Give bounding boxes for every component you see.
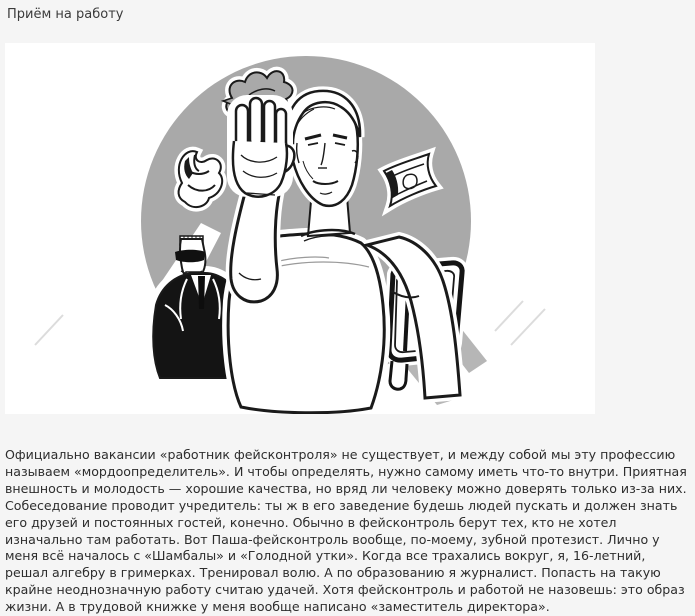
sunglasses-icon [175, 250, 205, 263]
necktie [198, 276, 205, 309]
article-illustration [5, 43, 595, 414]
stop-palm-hand [227, 95, 294, 197]
page-title: Приём на работу [7, 7, 124, 22]
raised-arm [231, 193, 279, 302]
article-paragraph: Официально вакансии «работник фейсконтроля» не существует, и между собой мы эту профессию называем «мордоопределитель». И чтобы определять, нужно самому иметь что-то внутри. Приятная внешность и молодость — хорошие качества, но вряд ли человеку можно доверять только из-за них. Собеседование проводит учредитель: ты ж в его заведение будешь людей пускать и должен знать его друзей и постоянных гостей, конечно. Обычно в фейсконтроль берут тех, кто не хотел изначально там работать. Вот Паша-фейсконтроль вообще, по-моему, зубной протезист. Лично у меня всё началось с «Шамбалы» и «Голодной утки». Когда все трахались вокруг, я, 16-летний, решал алгебру в гримерках. Тренировал волю. А по образованию я журналист. Попасть на такую крайне неоднозначную работу считаю удачей. Хотя фейсконтроль и работой не назовешь: это образ жизни. А в трудовой книжке у меня вообще написано «заместитель директора». [5, 447, 687, 615]
face-control-illustration [5, 43, 595, 414]
theatrical-mask-icon [179, 151, 223, 207]
